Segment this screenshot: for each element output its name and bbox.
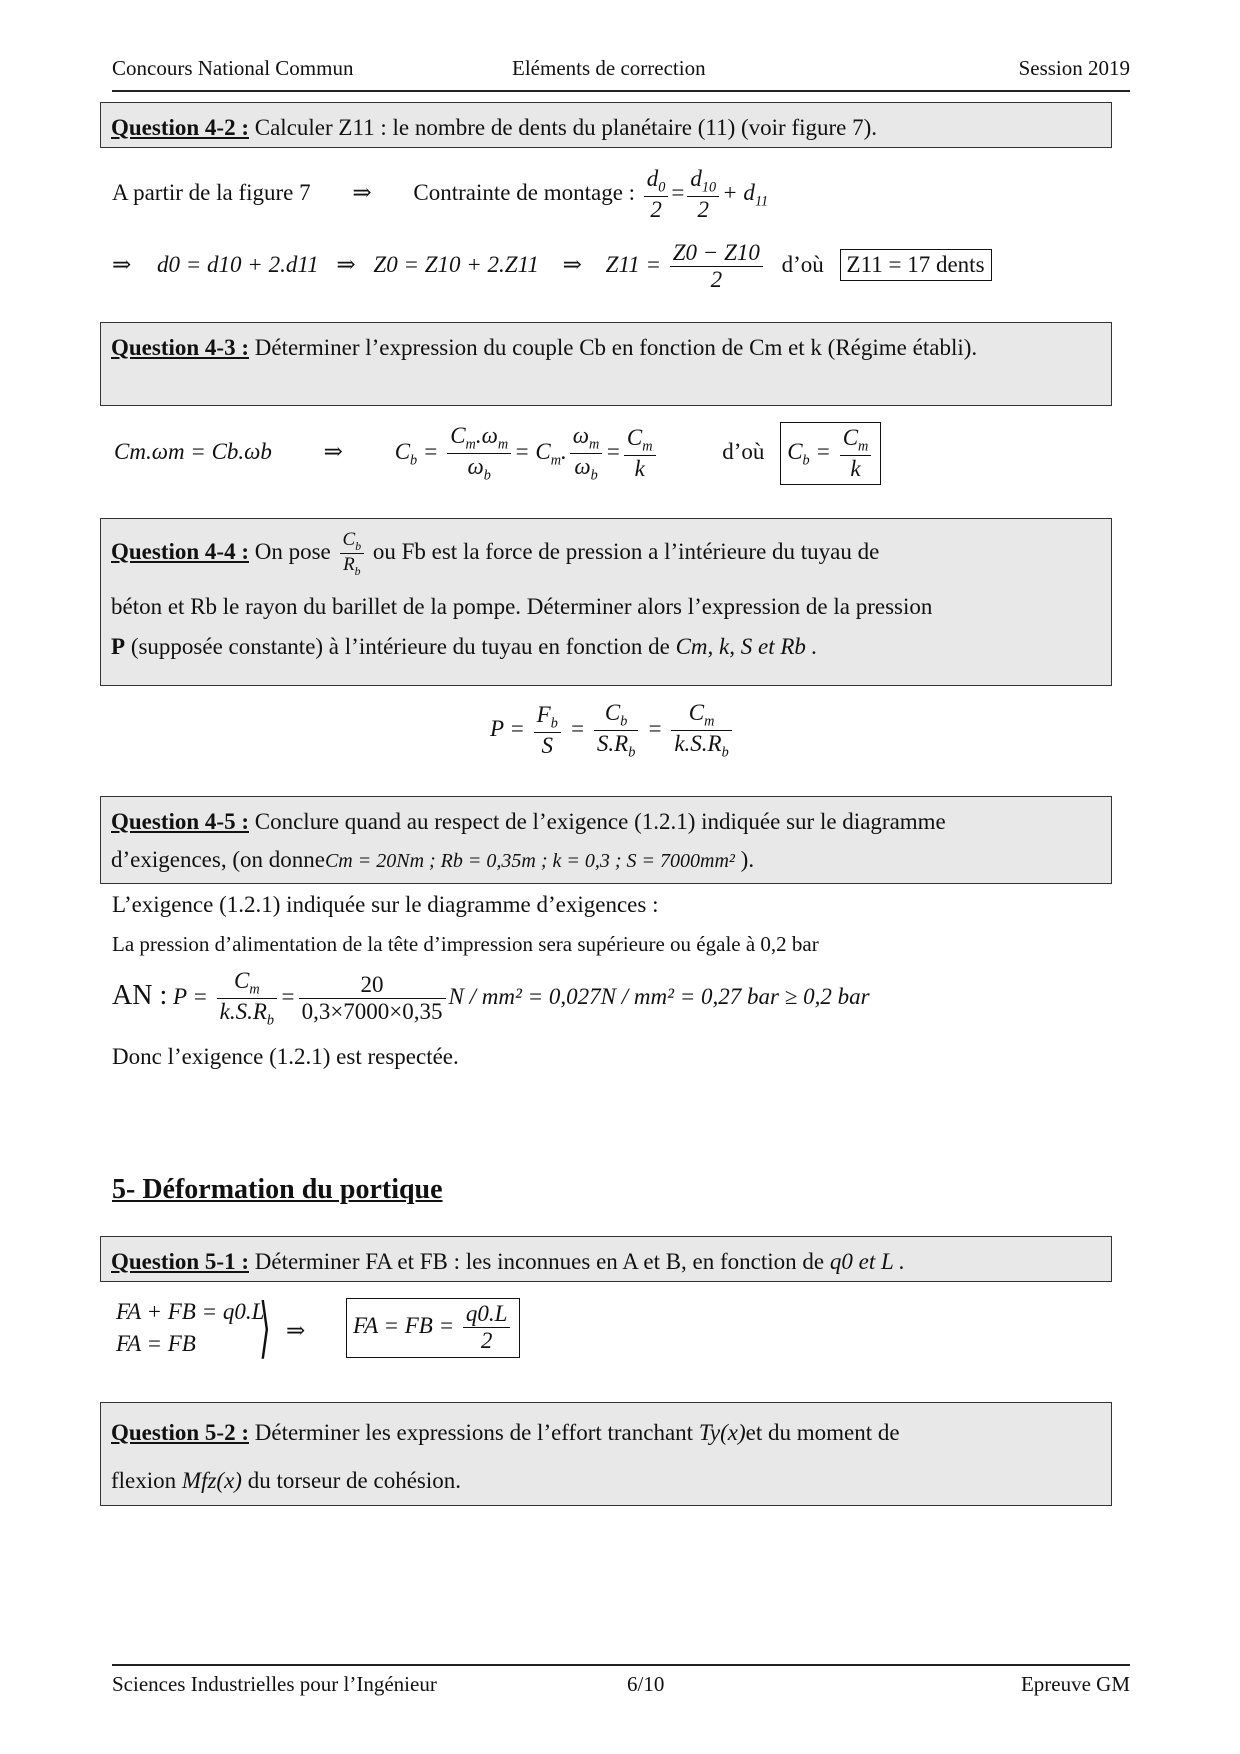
q44-equation: P = $\frac{F_b}{S}$ = $\frac{C_b}{S.R_b}$ = $\frac{C_m}{k.S.R_b}$ <box>490 700 735 761</box>
result-box: $C_b$ = $\frac{C_m}{k}$ <box>780 422 881 485</box>
q42-line1: A partir de la figure 7 ⇒ Contrainte de montage : $\frac{d_0}{2}$ = $\frac{d_{10}}{2}$ + $d_{11}$ <box>112 166 769 222</box>
question-4-3-box <box>100 322 1112 406</box>
result-box: Z11 = 17 dents <box>840 249 992 281</box>
q45-an: AN : P = $\frac{C_m}{k.S.R_b}$ = $\frac{20}{0,3\times 7000\times 0,35}$ N / mm² = 0,027N / mm² = 0,27 bar ≥ 0,2 bar <box>112 968 870 1029</box>
header-right: Session 2019 <box>1018 56 1130 80</box>
page-footer <box>112 1664 1130 1704</box>
question-5-2-box: Question 5-2 : Déterminer les expressions de l’effort tranchant Ty(x)et du moment de flexion Mfz(x) du torseur de cohésion. <box>100 1402 1112 1506</box>
fraction: $\frac{d_0}{2}$ <box>644 166 669 223</box>
footer-right: Epreuve GM <box>1020 1672 1130 1696</box>
q43-equation: Cm.ωm = Cb.ωb ⇒ $C_b$ = $\frac{C_m.\omega_m}{\omega_b}$ = $C_m$. $\frac{\omega_m}{\omega_b}$ = $\frac{C_m}{k}$ d’où $C_b$ = $\frac{C_m}{k}$ <box>114 422 881 485</box>
question-4-5-box: Question 4-5 : Conclure quand au respect de l’exigence (1.2.1) indiquée sur le diagramme d’exigences, (on donneCm = 20Nm ; Rb = 0,35m ; k = 0,3 ; S = 7000mm² ). <box>100 796 1112 884</box>
q42-line2: ⇒ d0 = d10 + 2.d11 ⇒ Z0 = Z10 + 2.Z11 ⇒ Z11 = $\frac{Z0 - Z10}{2}$ d’où Z11 = 17 dents <box>112 240 992 294</box>
q45-line2: La pression d’alimentation de la tête d’impression sera supérieure ou égale à 0,2 bar <box>112 932 819 956</box>
question-4-4-box: Question 4-4 : On pose $\frac{C_b}{R_b}$ ou Fb est la force de pression a l’intérieure du tuyau de béton et Rb le rayon du barillet de la pompe. Déterminer alors l’expression de la pression P (supposée constante) à l’intérieure du tuyau en fonction de Cm, k, S et Rb . <box>100 518 1112 686</box>
footer-left: Sciences Industrielles pour l’Ingénieur <box>112 1672 437 1696</box>
header-left: Concours National Commun <box>112 56 354 80</box>
q45-conclusion: Donc l’exigence (1.2.1) est respectée. <box>112 1044 459 1069</box>
q51-system: FA + FB = q0.L FA = FB <box>116 1299 265 1356</box>
section-title: 5- Déformation du portique <box>112 1174 443 1205</box>
result-box: FA = FB = $\frac{q0.L}{2}$ <box>346 1298 520 1358</box>
implies-arrow: ⇒ <box>286 1318 306 1343</box>
question-label: Question 4-3 : <box>111 335 249 360</box>
question-label: Question 5-1 : <box>111 1249 249 1274</box>
page-header <box>112 56 1130 92</box>
question-text: Déterminer l’expression du couple Cb en fonction de Cm et k (Régime établi). <box>249 335 978 360</box>
question-text: Calculer Z11 : le nombre de dents du planétaire (11) (voir figure 7). <box>249 115 878 140</box>
q45-line1: L’exigence (1.2.1) indiquée sur le diagramme d’exigences : <box>112 892 659 917</box>
q51-result <box>346 1298 520 1358</box>
question-4-2-box <box>100 102 1112 148</box>
brace-symbol: ⟩ <box>259 1292 271 1365</box>
question-label: Question 4-5 : <box>111 809 249 834</box>
question-5-1-box: Question 5-1 : Déterminer FA et FB : les inconnues en A et B, en fonction de q0 et L . <box>100 1236 1112 1282</box>
question-label: Question 4-2 : <box>111 115 249 140</box>
question-label: Question 4-4 : <box>111 539 249 565</box>
header-center: Eléments de correction <box>512 56 706 80</box>
page-number: 6/10 <box>627 1672 665 1696</box>
question-label: Question 5-2 : <box>111 1420 249 1445</box>
